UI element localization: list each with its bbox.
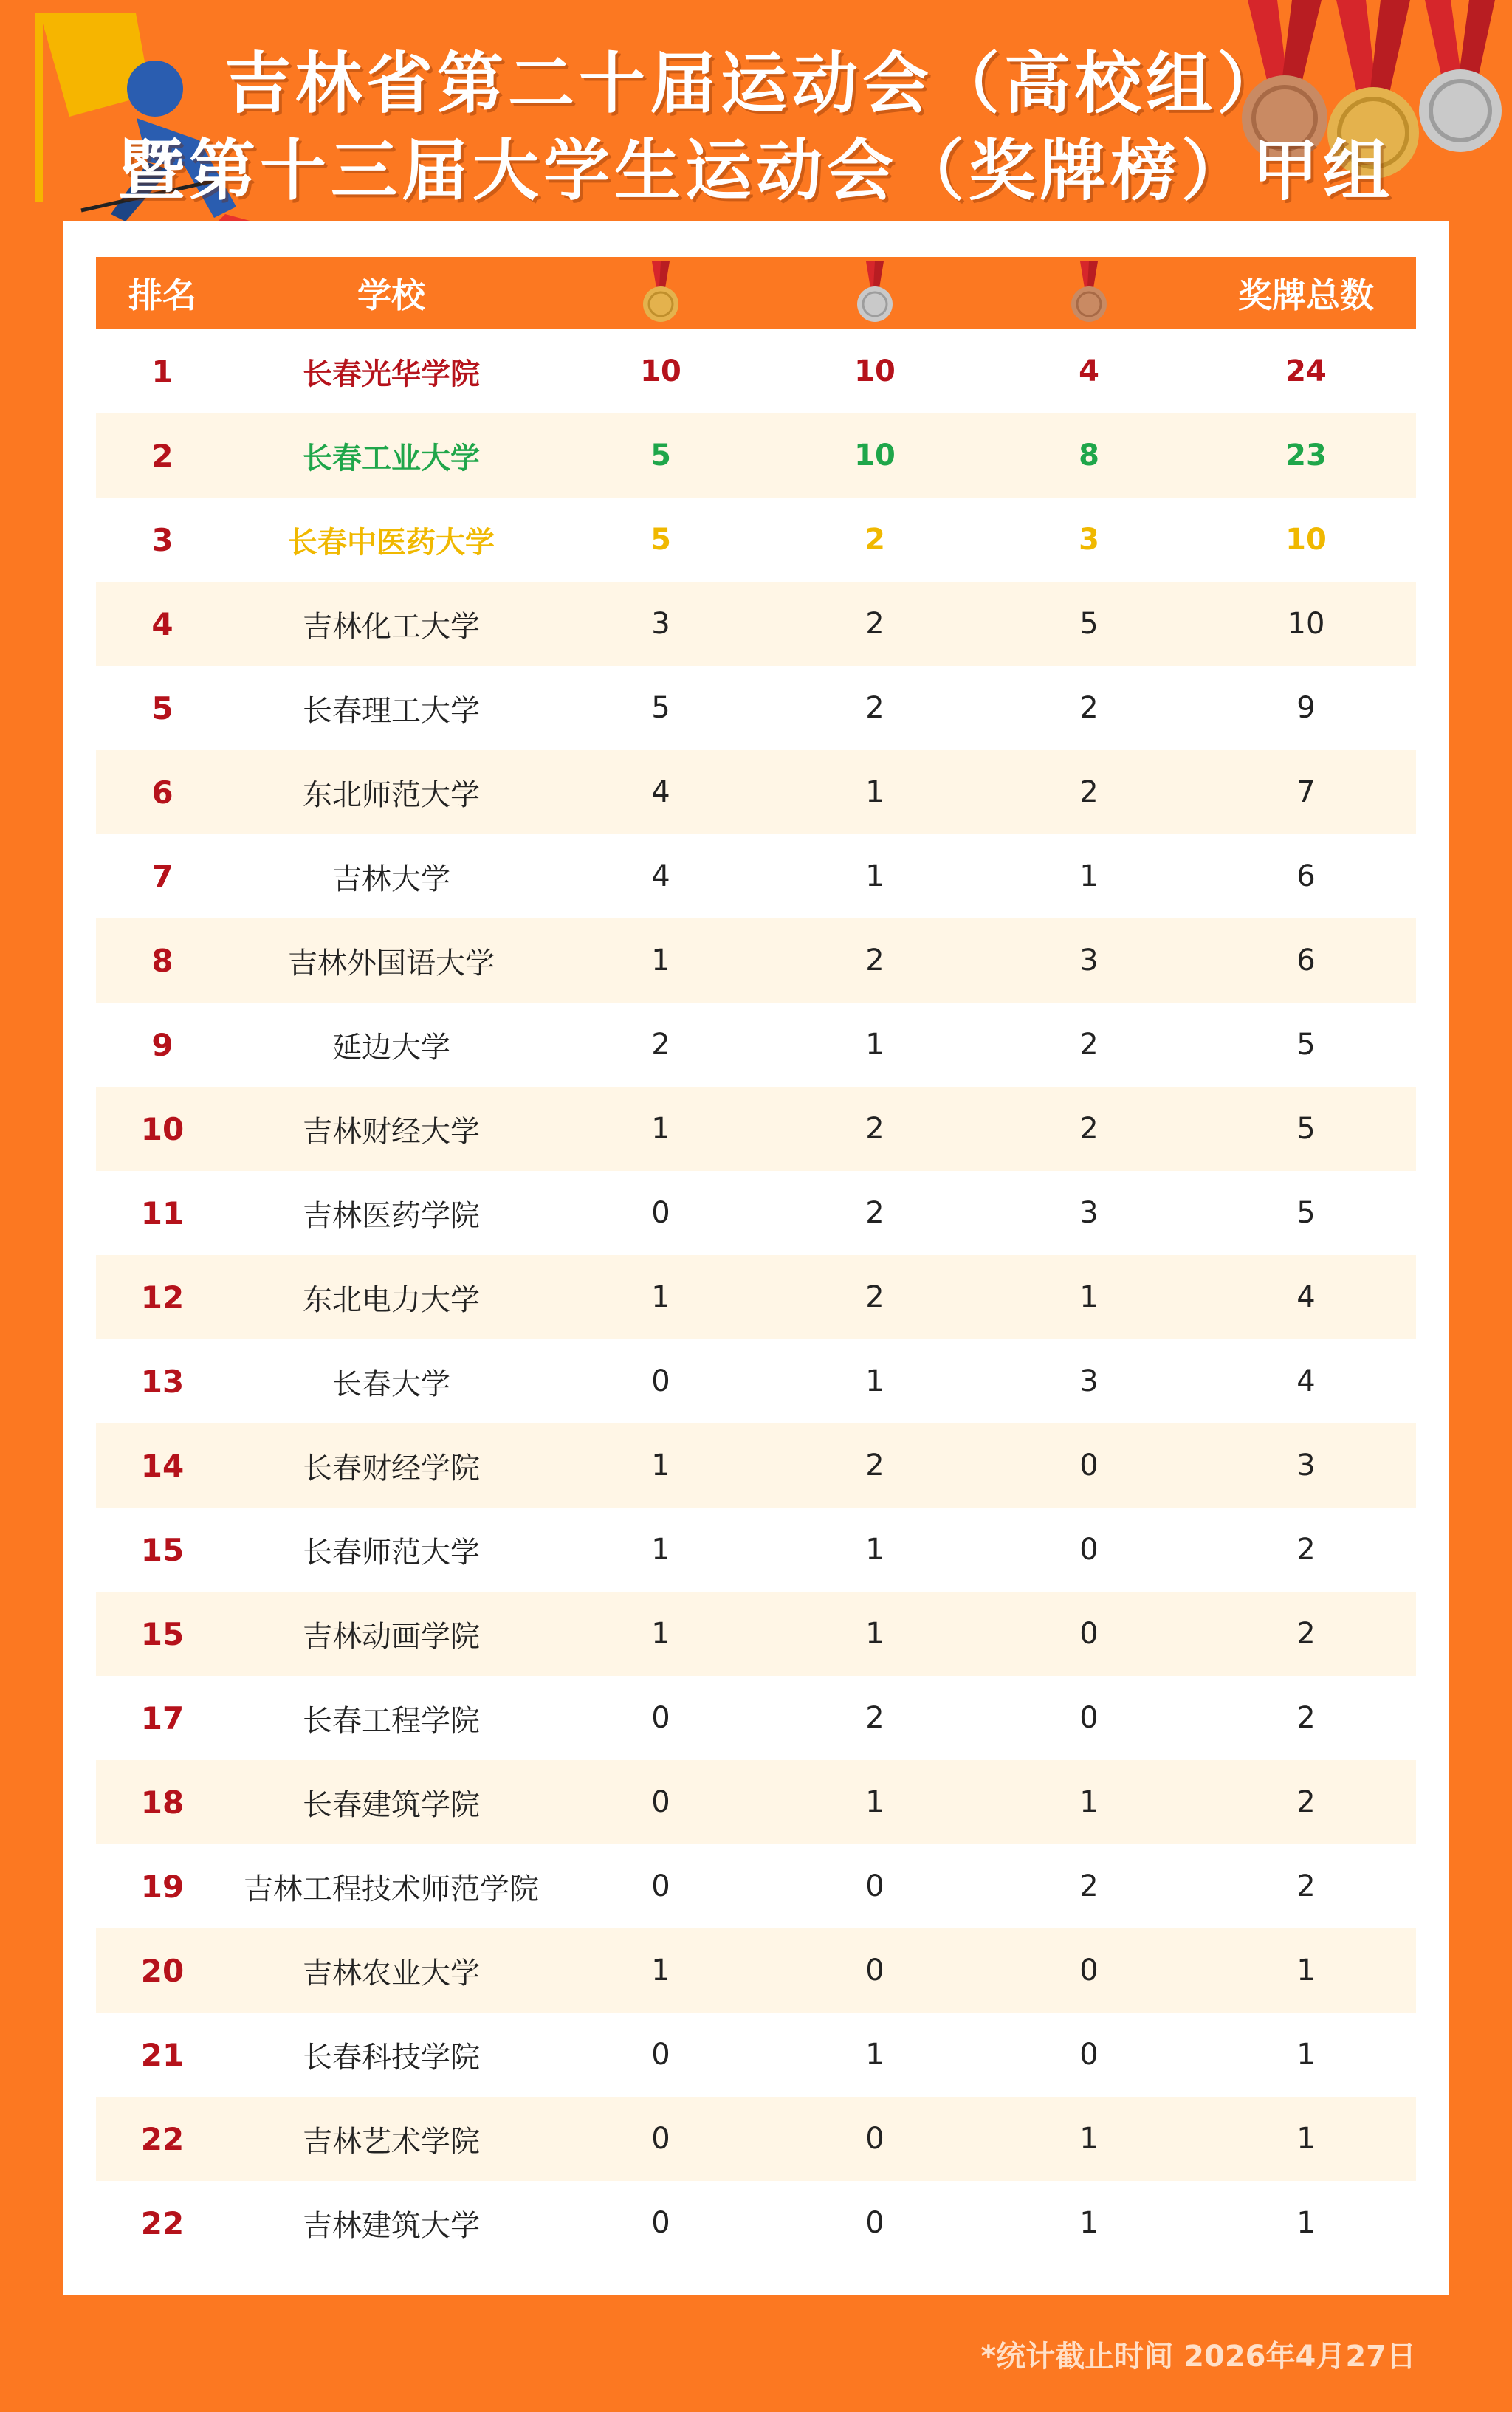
table-row [96, 1760, 1416, 1844]
school-cell: 东北师范大学 [303, 777, 480, 812]
gold-count-cell: 5 [651, 691, 670, 725]
silver-medal-icon [851, 261, 898, 325]
table-row [96, 498, 1416, 582]
bronze-count-cell: 1 [1079, 1785, 1099, 1819]
rank-cell: 21 [140, 2036, 185, 2073]
total-count-cell: 6 [1296, 859, 1316, 893]
total-count-cell: 1 [1296, 2122, 1316, 2156]
silver-count-cell: 1 [865, 2038, 884, 2072]
table-row [96, 1676, 1416, 1760]
bronze-count-cell: 3 [1079, 1364, 1099, 1398]
table-row [96, 750, 1416, 834]
rank-cell: 2 [151, 437, 173, 474]
table-row [96, 1592, 1416, 1676]
rank-cell: 19 [140, 1868, 185, 1905]
total-count-cell: 23 [1285, 439, 1327, 473]
gold-count-cell: 1 [651, 1112, 670, 1146]
total-count-cell: 4 [1296, 1280, 1316, 1314]
school-cell: 长春理工大学 [303, 693, 480, 728]
total-count-cell: 1 [1296, 1954, 1316, 1987]
school-cell: 吉林财经大学 [303, 1114, 480, 1149]
bronze-count-cell: 5 [1079, 607, 1099, 641]
table-panel [63, 221, 1449, 2295]
gold-count-cell: 0 [651, 2206, 670, 2240]
silver-count-cell: 1 [865, 775, 884, 809]
silver-count-cell: 2 [865, 1280, 884, 1314]
bronze-count-cell: 2 [1079, 775, 1099, 809]
total-count-cell: 5 [1296, 1196, 1316, 1230]
bronze-count-cell: 0 [1079, 1617, 1099, 1651]
school-cell: 吉林大学 [332, 862, 450, 896]
school-cell: 吉林农业大学 [303, 1956, 480, 1990]
silver-count-cell: 2 [865, 1701, 884, 1735]
rank-cell: 8 [151, 942, 173, 979]
school-cell: 吉林艺术学院 [303, 2124, 480, 2159]
page-title-line1: 吉林省第二十届运动会（高校组） [224, 45, 1288, 123]
gold-count-cell: 5 [650, 523, 671, 557]
school-cell: 吉林动画学院 [303, 1619, 480, 1654]
bronze-count-cell: 4 [1079, 354, 1099, 388]
header-school: 学校 [357, 275, 425, 315]
total-count-cell: 3 [1296, 1449, 1316, 1482]
table-row [96, 1171, 1416, 1255]
header-rank: 排名 [128, 275, 196, 315]
silver-count-cell: 1 [865, 1028, 884, 1062]
table-row [96, 1255, 1416, 1339]
silver-count-cell: 1 [865, 1364, 884, 1398]
table-row [96, 2097, 1416, 2181]
silver-count-cell: 0 [865, 2206, 884, 2240]
school-cell: 长春建筑学院 [303, 1787, 480, 1822]
bronze-count-cell: 3 [1079, 1196, 1099, 1230]
gold-count-cell: 0 [651, 1196, 670, 1230]
rank-cell: 1 [151, 353, 173, 390]
school-cell: 延边大学 [332, 1030, 450, 1065]
school-cell: 长春光华学院 [303, 357, 480, 391]
rank-cell: 9 [151, 1026, 173, 1063]
total-count-cell: 5 [1296, 1112, 1316, 1146]
silver-count-cell: 2 [865, 691, 884, 725]
bronze-count-cell: 3 [1079, 944, 1099, 977]
total-count-cell: 2 [1296, 1617, 1316, 1651]
silver-count-cell: 2 [865, 1449, 884, 1482]
school-cell: 吉林医药学院 [303, 1198, 480, 1233]
bronze-count-cell: 0 [1079, 1701, 1099, 1735]
bronze-count-cell: 1 [1079, 2206, 1099, 2240]
bronze-count-cell: 3 [1079, 523, 1099, 557]
silver-count-cell: 0 [865, 2122, 884, 2156]
gold-count-cell: 1 [651, 944, 670, 977]
school-cell: 长春中医药大学 [288, 525, 495, 560]
table-row [96, 413, 1416, 498]
school-cell: 吉林建筑大学 [303, 2208, 480, 2243]
bronze-count-cell: 0 [1079, 1954, 1099, 1987]
silver-count-cell: 2 [865, 1112, 884, 1146]
school-cell: 长春工业大学 [303, 441, 480, 475]
bronze-count-cell: 0 [1079, 1449, 1099, 1482]
table-row [96, 1928, 1416, 2013]
rank-cell: 20 [140, 1952, 185, 1989]
bronze-count-cell: 1 [1079, 2122, 1099, 2156]
silver-count-cell: 0 [865, 1954, 884, 1987]
silver-count-cell: 1 [865, 1533, 884, 1567]
school-cell: 吉林化工大学 [303, 609, 480, 644]
total-count-cell: 6 [1296, 944, 1316, 977]
gold-count-cell: 0 [651, 2038, 670, 2072]
header-silver [768, 257, 982, 329]
total-count-cell: 5 [1296, 1028, 1316, 1062]
table-row [96, 2013, 1416, 2097]
table-row [96, 918, 1416, 1003]
table-row [96, 1423, 1416, 1508]
rank-cell: 6 [151, 774, 173, 811]
silver-count-cell: 2 [865, 1196, 884, 1230]
bronze-count-cell: 2 [1079, 691, 1099, 725]
table-header [96, 257, 1416, 329]
rank-cell: 22 [140, 2205, 185, 2241]
gold-count-cell: 0 [651, 1364, 670, 1398]
silver-count-cell: 2 [865, 523, 885, 557]
gold-count-cell: 0 [651, 1785, 670, 1819]
bronze-count-cell: 2 [1079, 1869, 1099, 1903]
rank-cell: 5 [151, 690, 173, 726]
bronze-count-cell: 2 [1079, 1112, 1099, 1146]
school-cell: 吉林工程技术师范学院 [244, 1872, 539, 1906]
gold-medal-icon [637, 261, 684, 325]
page-title-line2: 暨第十三届大学生运动会（奖牌榜）甲组 [118, 132, 1394, 210]
school-cell: 长春科技学院 [303, 2040, 480, 2075]
table-row [96, 1339, 1416, 1423]
table-row [96, 1508, 1416, 1592]
rank-cell: 3 [151, 521, 173, 558]
table-row [96, 666, 1416, 750]
school-cell: 长春大学 [332, 1367, 450, 1401]
rank-cell: 12 [140, 1279, 185, 1316]
rank-cell: 22 [140, 2120, 185, 2157]
table-row [96, 582, 1416, 666]
total-count-cell: 2 [1296, 1869, 1316, 1903]
school-cell: 长春财经学院 [303, 1451, 480, 1485]
rank-cell: 13 [140, 1363, 185, 1400]
school-cell: 东北电力大学 [303, 1282, 480, 1317]
total-count-cell: 10 [1287, 607, 1325, 641]
gold-count-cell: 1 [651, 1280, 670, 1314]
gold-count-cell: 4 [651, 859, 670, 893]
gold-count-cell: 10 [640, 354, 681, 388]
rank-cell: 15 [140, 1531, 185, 1568]
silver-count-cell: 10 [854, 439, 896, 473]
table-row [96, 2181, 1416, 2265]
gold-count-cell: 0 [651, 2122, 670, 2156]
rank-cell: 14 [140, 1447, 185, 1484]
school-cell: 长春师范大学 [303, 1535, 480, 1570]
total-count-cell: 2 [1296, 1701, 1316, 1735]
silver-count-cell: 2 [865, 944, 884, 977]
total-count-cell: 1 [1296, 2206, 1316, 2240]
gold-count-cell: 0 [651, 1701, 670, 1735]
table-row [96, 1844, 1416, 1928]
gold-count-cell: 1 [651, 1449, 670, 1482]
gold-count-cell: 1 [651, 1617, 670, 1651]
gold-count-cell: 5 [650, 439, 671, 473]
header-gold [554, 257, 768, 329]
total-count-cell: 9 [1296, 691, 1316, 725]
silver-count-cell: 10 [854, 354, 896, 388]
rank-cell: 15 [140, 1615, 185, 1652]
bronze-count-cell: 2 [1079, 1028, 1099, 1062]
school-cell: 长春工程学院 [303, 1703, 480, 1738]
silver-count-cell: 1 [865, 1617, 884, 1651]
rank-cell: 18 [140, 1784, 185, 1821]
rank-cell: 17 [140, 1700, 185, 1736]
school-cell: 吉林外国语大学 [288, 946, 495, 980]
bronze-count-cell: 1 [1079, 859, 1099, 893]
silver-count-cell: 1 [865, 1785, 884, 1819]
total-count-cell: 4 [1296, 1364, 1316, 1398]
silver-count-cell: 2 [865, 607, 884, 641]
table-row [96, 834, 1416, 918]
bronze-count-cell: 0 [1079, 1533, 1099, 1567]
gold-count-cell: 0 [651, 1869, 670, 1903]
rank-cell: 4 [151, 605, 173, 642]
header-total: 奖牌总数 [1238, 275, 1374, 315]
table-row [96, 329, 1416, 413]
total-count-cell: 2 [1296, 1533, 1316, 1567]
total-count-cell: 10 [1285, 523, 1327, 557]
bronze-count-cell: 0 [1079, 2038, 1099, 2072]
silver-count-cell: 1 [865, 859, 884, 893]
table-row [96, 1003, 1416, 1087]
gold-count-cell: 3 [651, 607, 670, 641]
table-row [96, 1087, 1416, 1171]
gold-count-cell: 4 [651, 775, 670, 809]
bronze-medal-icon [1065, 261, 1113, 325]
bronze-count-cell: 1 [1079, 1280, 1099, 1314]
footer-note: *统计截止时间 2026年4月27日 [980, 2340, 1416, 2374]
rank-cell: 11 [140, 1195, 185, 1231]
gold-count-cell: 2 [651, 1028, 670, 1062]
silver-count-cell: 0 [865, 1869, 884, 1903]
total-count-cell: 2 [1296, 1785, 1316, 1819]
table-body [96, 329, 1416, 2265]
bronze-count-cell: 8 [1079, 439, 1099, 473]
gold-count-cell: 1 [651, 1533, 670, 1567]
rank-cell: 10 [140, 1110, 185, 1147]
gold-count-cell: 1 [651, 1954, 670, 1987]
total-count-cell: 24 [1285, 354, 1327, 388]
total-count-cell: 1 [1296, 2038, 1316, 2072]
header-bronze [982, 257, 1196, 329]
total-count-cell: 7 [1296, 775, 1316, 809]
rank-cell: 7 [151, 858, 173, 895]
